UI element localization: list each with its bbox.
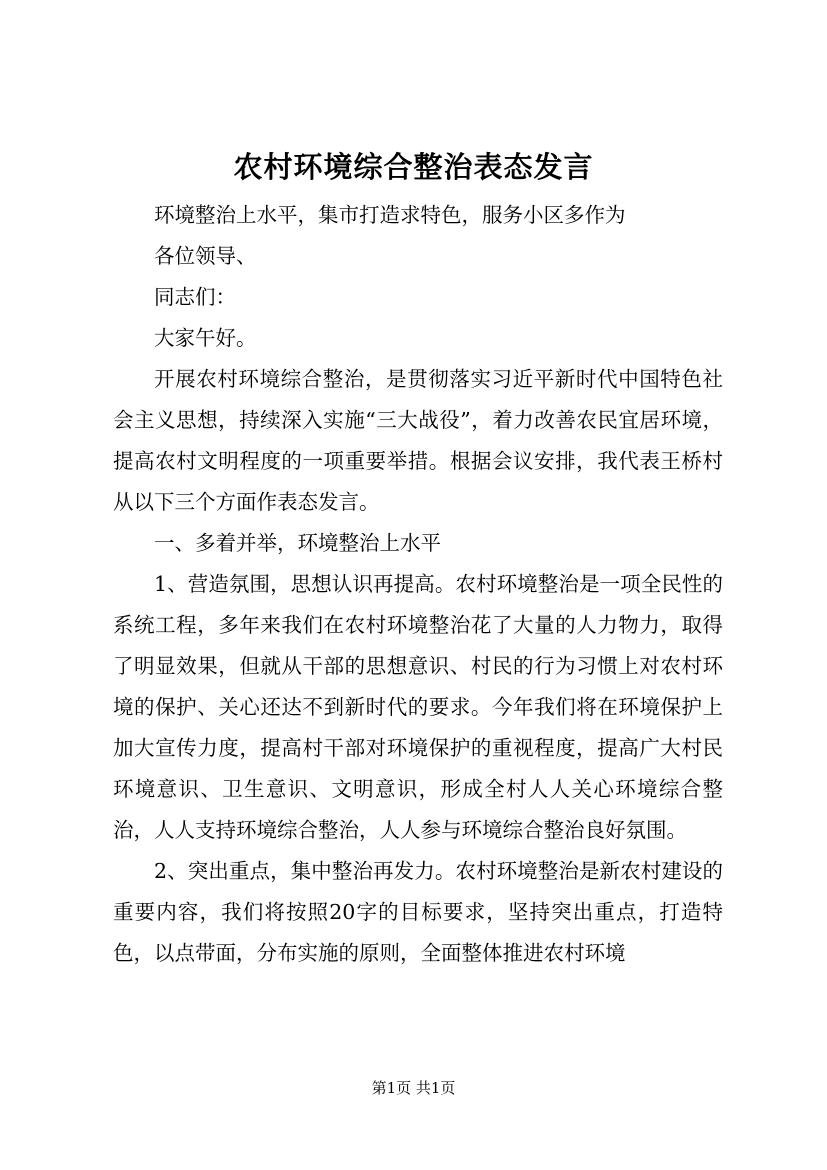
paragraph-salutation-comrades: 同志们： [154,285,236,309]
paragraph-salutation-leaders: 各位领导、 [154,244,257,268]
page-footer: 第1页 共1页 [371,1079,456,1097]
paragraph-point-1: 1、营造氛围，思想认识再提高。农村环境整治是一项全民性的系统工程，多年来我们在农村环境整治花了大量的人力物力，取得了明显效果，但就从干部的思想意识、村民的行为习惯上对农村环境的保护、关心还达不到新时代的要求。今年我们将在环境保护上加大宣传力度，提高村干部对环境保护的重视程度，提高广大村民环境意识、卫生意识、文明意识，形成全村人人关心环境综合整治，人人支持环境综合整治，人人参与环境综合整治良好氛围。 [113,572,723,842]
document-title: 农村环境综合整治表态发言 [233,150,594,184]
document-body [113,195,723,974]
paragraph-greeting: 大家午好。 [154,326,257,350]
paragraph-subtitle: 环境整治上水平，集市打造求特色，服务小区多作为 [154,203,626,227]
paragraph-intro: 开展农村环境综合整治，是贯彻落实习近平新时代中国特色社会主义思想，持续深入实施“三大战役”，着力改善农民宜居环境，提高农村文明程度的一项重要举措。根据会议安排，我代表王桥村从以下三个方面作表态发言。 [113,367,723,514]
paragraph-point-2: 2、突出重点，集中整治再发力。农村环境整治是新农村建设的重要内容，我们将按照20字的目标要求，坚持突出重点，打造特色，以点带面，分布实施的原则，全面整体推进农村环境 [113,859,723,965]
section-heading-1: 一、多着并举，环境整治上水平 [154,531,441,555]
